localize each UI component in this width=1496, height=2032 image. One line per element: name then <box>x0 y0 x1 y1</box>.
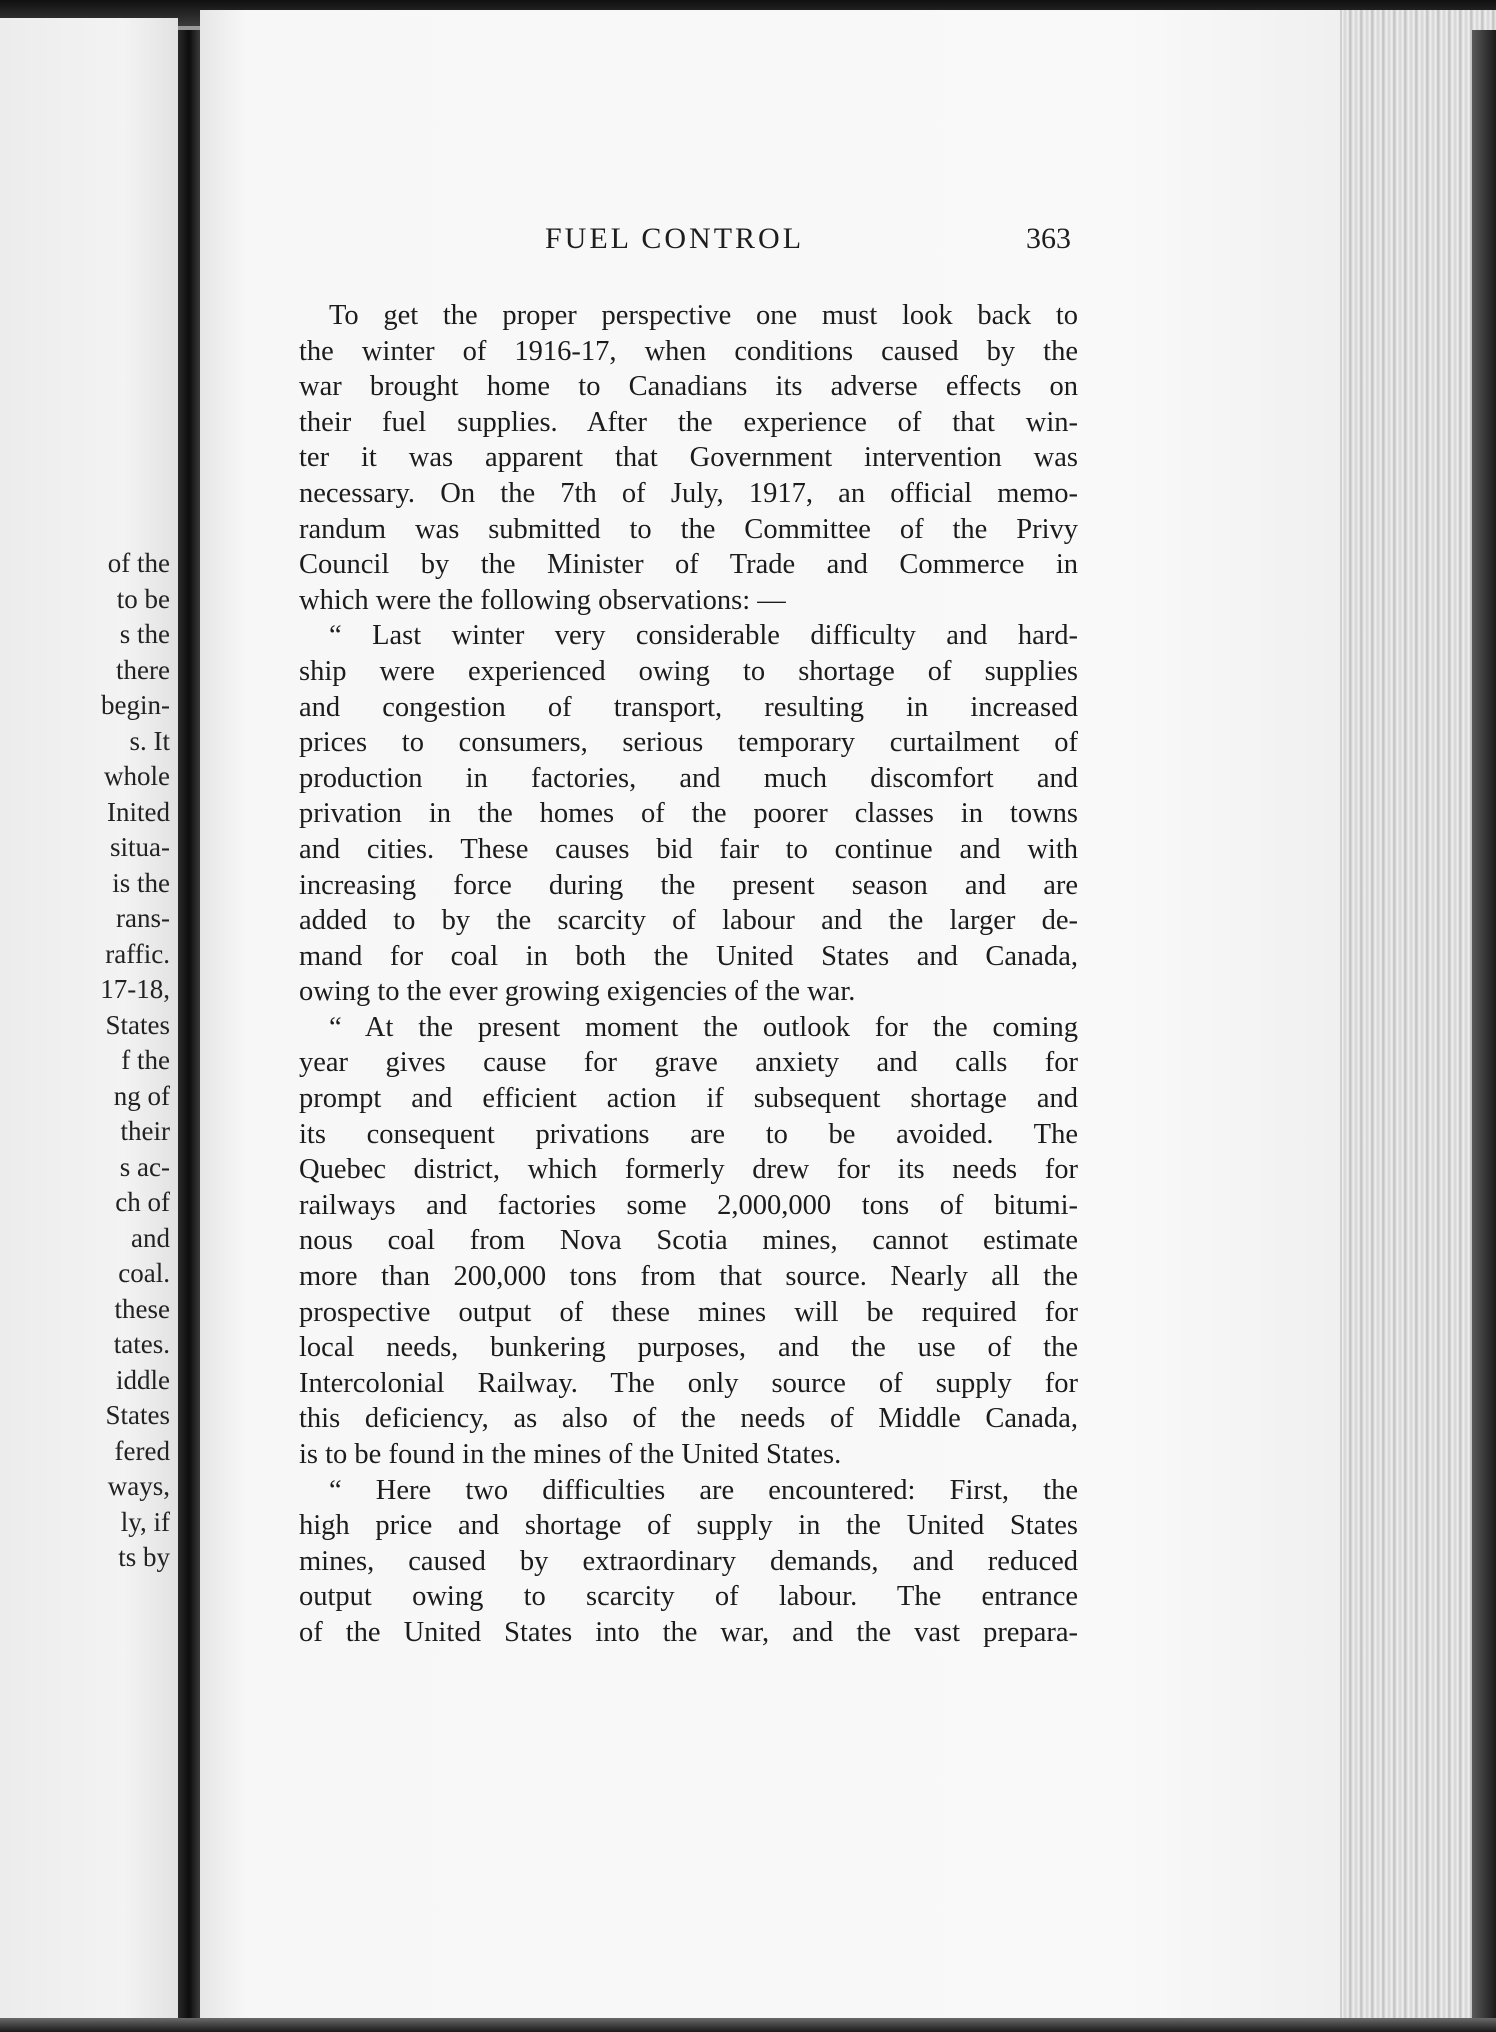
text-line: ship were experienced owing to shortage of supplies <box>299 655 1078 687</box>
left-page-line: iddle <box>116 1364 170 1395</box>
text-line: and cities. These causes bid fair to continue and with <box>299 833 1078 865</box>
left-page-line: fered <box>114 1435 170 1466</box>
text-line: randum was submitted to the Committee of the Privy <box>299 513 1078 545</box>
paragraph <box>299 618 1078 1010</box>
text-line: high price and shortage of supply in the United States <box>299 1510 1078 1542</box>
text-line: added to by the scarcity of labour and the larger de- <box>299 905 1078 937</box>
left-page-line: to be <box>116 583 170 614</box>
text-line: the winter of 1916-17, when conditions caused by the <box>299 335 1078 367</box>
text-line: increasing force during the present season and are <box>299 869 1078 901</box>
text-line: this deficiency, as also of the needs of Middle Canada, <box>299 1403 1078 1435</box>
text-line: which were the following observations: — <box>299 584 786 616</box>
left-page-line: these <box>114 1293 170 1324</box>
scan-bottom-shadow <box>0 2018 1496 2032</box>
text-line: Quebec district, which formerly drew for its needs for <box>299 1154 1078 1186</box>
text-line: To get the proper perspective one must look back to <box>329 300 1078 331</box>
left-page-line: is the <box>112 867 170 898</box>
left-page-line: begin- <box>101 690 170 720</box>
text-line: local needs, bunkering purposes, and the use of the <box>299 1332 1078 1364</box>
paragraph <box>299 1010 1078 1473</box>
left-page-line: s ac- <box>119 1151 170 1182</box>
text-line: prompt and efficient action if subsequent shortage and <box>299 1083 1078 1115</box>
page-number: 363 <box>1026 222 1071 255</box>
left-page-text-fragments <box>100 546 170 1576</box>
text-line: Council by the Minister of Trade and Commerce in <box>299 549 1078 581</box>
text-line: is to be found in the mines of the United States. <box>299 1439 842 1470</box>
text-line: “ At the present moment the outlook for the coming <box>329 1011 1078 1043</box>
text-line: output owing to scarcity of labour. The entrance <box>299 1581 1078 1613</box>
text-line: year gives cause for grave anxiety and calls for <box>299 1047 1078 1079</box>
text-line: prices to consumers, serious temporary curtailment of <box>299 727 1078 759</box>
left-page-line: 17-18, <box>100 974 170 1004</box>
text-line: and congestion of transport, resulting in increased <box>299 691 1078 723</box>
left-page-line: ly, if <box>120 1506 170 1537</box>
left-page-line: s. It <box>129 725 170 756</box>
text-line: “ Last winter very considerable difficulty and hard- <box>329 620 1078 652</box>
left-page-line: their <box>120 1116 170 1146</box>
book-gutter <box>178 30 200 2032</box>
left-page-line: ng of <box>113 1080 170 1111</box>
text-line: production in factories, and much discomfort and <box>299 762 1078 794</box>
left-page-line: raffic. <box>105 938 170 969</box>
left-page-line: coal. <box>118 1258 170 1288</box>
text-line: war brought home to Canadians its adverse effects on <box>299 371 1078 403</box>
left-page-line: of the <box>107 548 170 578</box>
text-line: railways and factories some 2,000,000 tons of bitumi- <box>299 1189 1078 1221</box>
left-page-line: ts by <box>118 1542 170 1572</box>
book-cover-edge <box>1472 30 1496 2032</box>
text-line: privation in the homes of the poorer classes in towns <box>299 798 1078 830</box>
left-page-line: s the <box>119 619 170 649</box>
text-line: Intercolonial Railway. The only source of supply for <box>299 1367 1078 1399</box>
body-text <box>299 298 1078 1651</box>
text-line: nous coal from Nova Scotia mines, cannot estimate <box>299 1225 1078 1257</box>
text-line: of the United States into the war, and the vast prepara- <box>299 1616 1078 1648</box>
text-line: prospective output of these mines will be required for <box>299 1296 1078 1328</box>
paragraph <box>299 298 1078 618</box>
left-page-line: ways, <box>107 1471 170 1501</box>
left-page <box>0 18 178 2032</box>
left-page-line: situa- <box>110 832 170 862</box>
text-line: mand for coal in both the United States and Canada, <box>299 940 1078 972</box>
text-line: ter it was apparent that Government intervention was <box>299 442 1078 474</box>
left-page-line: whole <box>104 761 170 791</box>
text-line: necessary. On the 7th of July, 1917, an official memo- <box>299 477 1078 509</box>
text-line: mines, caused by extraordinary demands, and reduced <box>299 1545 1078 1577</box>
left-page-line: rans- <box>116 903 170 933</box>
text-line: “ Here two difficulties are encountered: First, the <box>329 1474 1078 1506</box>
running-title: FUEL CONTROL <box>545 222 805 255</box>
left-page-line: f the <box>121 1045 170 1075</box>
text-line: owing to the ever growing exigencies of the war. <box>299 976 856 1008</box>
text-line: their fuel supplies. After the experience of that win- <box>299 406 1078 438</box>
left-page-line: States <box>105 1009 170 1040</box>
left-page-line: ch of <box>115 1187 170 1217</box>
text-line: more than 200,000 tons from that source. Nearly all the <box>299 1261 1078 1293</box>
left-page-line: and <box>131 1222 170 1253</box>
text-line: its consequent privations are to be avoided. The <box>299 1118 1078 1150</box>
left-page-line: there <box>116 654 170 685</box>
left-page-line: States <box>105 1400 170 1430</box>
left-page-line: tates. <box>113 1329 170 1359</box>
paragraph <box>299 1473 1078 1651</box>
left-page-line: Inited <box>107 796 170 827</box>
